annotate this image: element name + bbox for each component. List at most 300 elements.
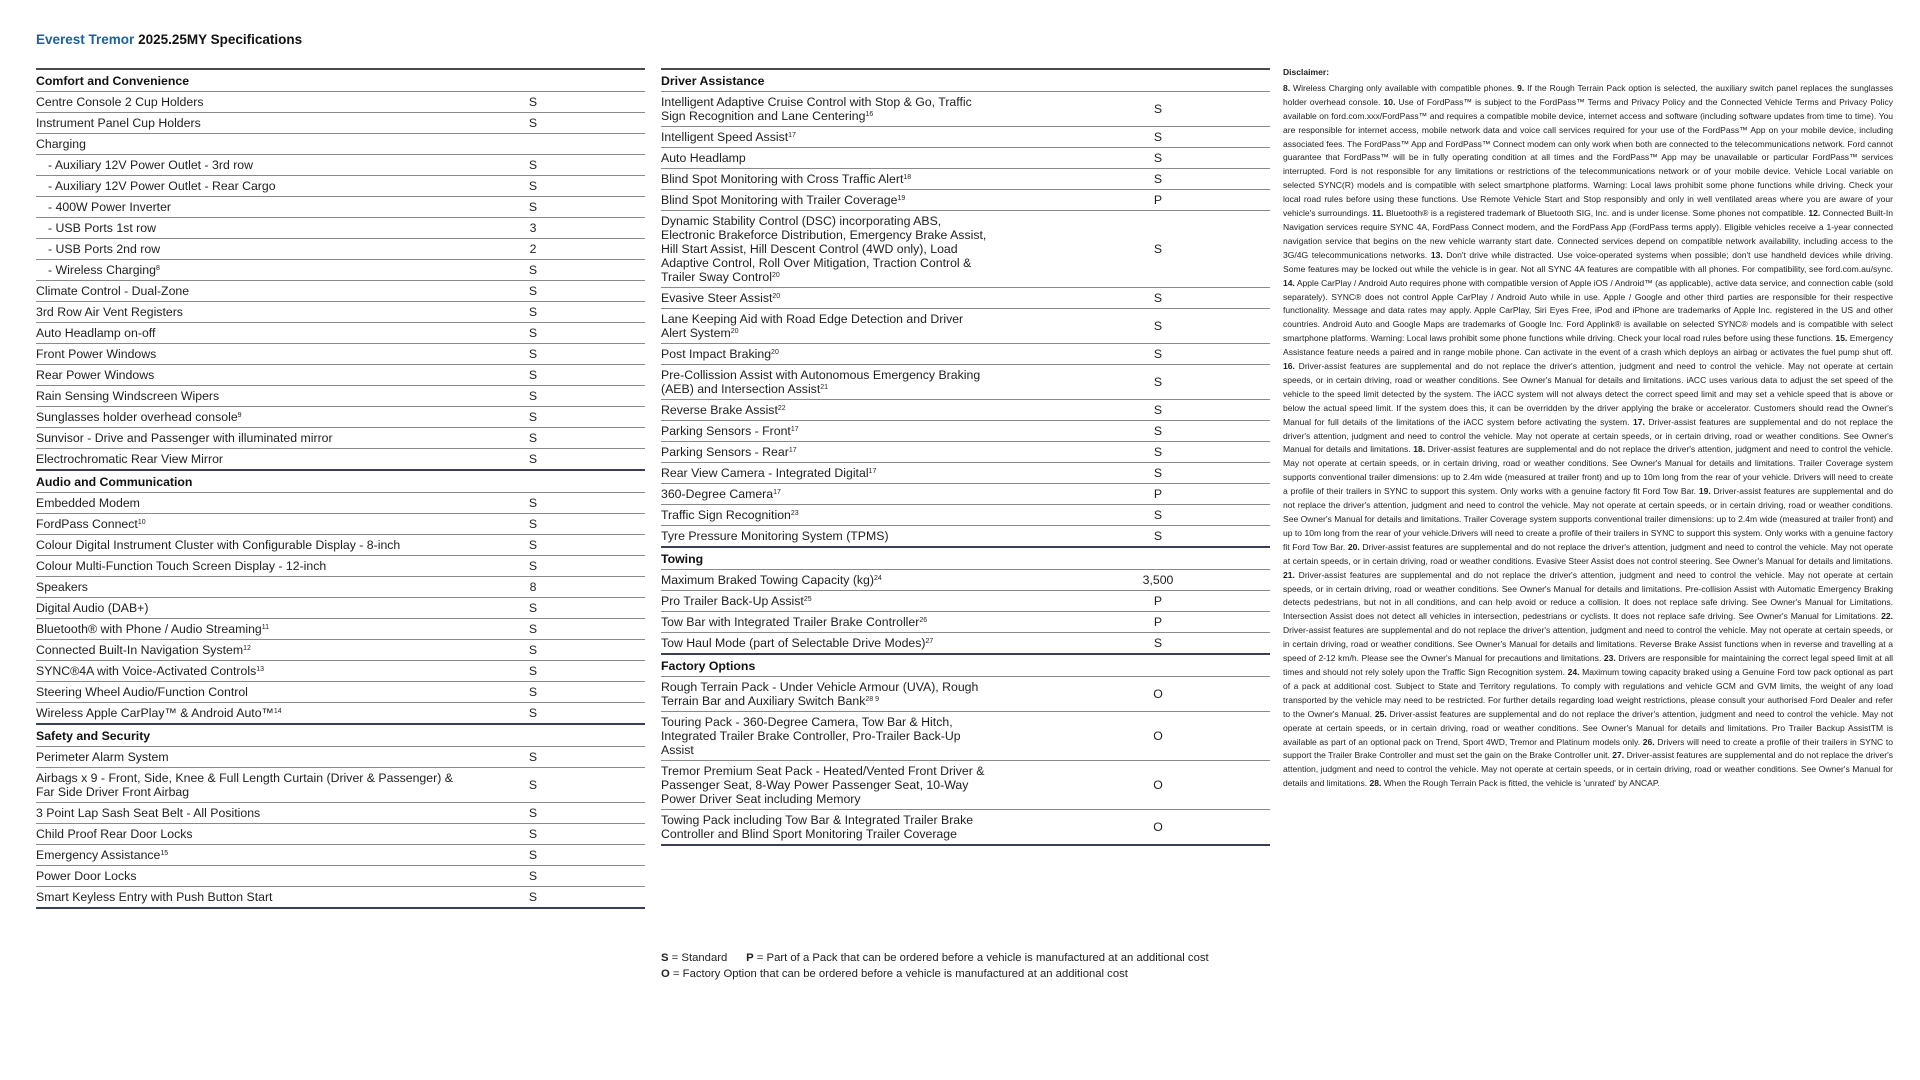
footnote-number: 24. xyxy=(1567,666,1580,677)
spec-row xyxy=(36,747,645,768)
feature-name xyxy=(36,239,455,260)
feature-value: P xyxy=(1153,594,1163,608)
section-header-comfort-and-convenience xyxy=(36,69,645,92)
feature-name xyxy=(36,598,455,619)
feature-value-cell xyxy=(1080,633,1270,655)
footnote-number: 10. xyxy=(1383,96,1396,107)
legend-s-text: = Standard xyxy=(668,952,728,964)
feature-label: Parking Sensors - Front xyxy=(661,424,791,438)
spec-row xyxy=(661,442,1270,463)
feature-value-cell xyxy=(455,218,645,239)
footnote-number: 13. xyxy=(1430,249,1443,260)
feature-name xyxy=(36,428,455,449)
feature-value-cell xyxy=(1080,400,1270,421)
feature-value: S xyxy=(528,664,538,678)
footnote-number: 22. xyxy=(1881,611,1893,622)
spec-row xyxy=(661,344,1270,365)
feature-value-cell xyxy=(455,824,645,845)
spec-row xyxy=(36,176,645,197)
footnote-number: 28. xyxy=(1369,778,1382,789)
section-title: Towing xyxy=(661,547,1270,570)
feature-name xyxy=(36,556,455,577)
feature-name xyxy=(36,845,455,866)
spec-row xyxy=(661,190,1270,211)
spec-row xyxy=(36,619,645,640)
spec-row xyxy=(36,281,645,302)
feature-label: Dynamic Stability Control (DSC) incorporating ABS, Electronic Brakeforce Distribution, Emergency Brake Assist, Hill Start Assist, Hill Descent Control (4WD only), Load Adaptive Control, Roll Over Mitigation, Traction Control & Trailer Sway Control xyxy=(661,214,987,284)
disclaimer-heading: Disclaimer: xyxy=(1283,67,1330,77)
feature-value: S xyxy=(528,389,538,403)
feature-name xyxy=(36,866,455,887)
feature-label: Tremor Premium Seat Pack - Heated/Vented Front Driver & Passenger Seat, 8-Way Power Passenger Seat, 10-Way Power Driver Seat including Memory xyxy=(661,764,985,806)
feature-label: Tyre Pressure Monitoring System (TPMS) xyxy=(661,529,889,543)
feature-name xyxy=(36,661,455,682)
feature-label: Steering Wheel Audio/Function Control xyxy=(36,685,248,699)
feature-value: S xyxy=(1153,529,1163,543)
spec-row xyxy=(661,463,1270,484)
feature-value-cell xyxy=(455,577,645,598)
spec-row xyxy=(36,598,645,619)
feature-label: Evasive Steer Assist xyxy=(661,291,773,305)
feature-name xyxy=(36,640,455,661)
feature-value-cell xyxy=(455,134,645,155)
feature-name xyxy=(661,570,1080,591)
footnote-number: 12. xyxy=(1808,208,1821,219)
feature-label: Blind Spot Monitoring with Trailer Coverage xyxy=(661,193,898,207)
legend-p-text: = Part of a Pack that can be ordered before a vehicle is manufactured at an additional cost xyxy=(753,952,1209,964)
feature-value-cell xyxy=(455,197,645,218)
feature-label: - USB Ports 2nd row xyxy=(48,242,161,256)
feature-value-cell xyxy=(1080,442,1270,463)
footnote-text: Driver-assist features are supplemental and do not replace the driver's attention, judgment and need to control the vehicle. May not operate at certain speeds, or in certain driving, road or weather conditions. See Owner's Manual for details and limitations. Reverse Brake Assist functions when in reverse and travelling at a speed of 2-12 km/h. Please see the Owner's Manual for precautions and limitations. xyxy=(1283,625,1893,664)
section-header-factory-options xyxy=(661,654,1270,677)
spec-row xyxy=(661,677,1270,712)
feature-value: S xyxy=(1153,151,1163,165)
feature-value: S xyxy=(528,200,538,214)
feature-value: S xyxy=(1153,375,1163,389)
footnote-number: 9. xyxy=(1517,82,1525,93)
feature-value: S xyxy=(1153,403,1163,417)
spec-row xyxy=(36,92,645,113)
feature-value: S xyxy=(528,685,538,699)
feature-label: Maximum Braked Towing Capacity (kg) xyxy=(661,573,874,587)
spec-row xyxy=(661,365,1270,400)
feature-value-cell xyxy=(455,323,645,344)
feature-label: Child Proof Rear Door Locks xyxy=(36,827,193,841)
feature-value: S xyxy=(528,706,538,720)
footnote-ref: 17 xyxy=(773,489,781,496)
spec-row xyxy=(36,302,645,323)
footnote-text: Driver-assist features are supplemental and do not replace the driver's attention, judgment and need to control the vehicle. May not operate at certain speeds, or in certain driving, road or weather conditions. See Owner's Manual for details and limitations. xyxy=(1283,750,1893,789)
feature-value-cell xyxy=(455,803,645,824)
section-header-safety-and-security xyxy=(36,724,645,747)
feature-value-cell xyxy=(455,281,645,302)
spec-row xyxy=(661,591,1270,612)
spec-table-left xyxy=(36,68,645,909)
feature-label: Centre Console 2 Cup Holders xyxy=(36,95,204,109)
footnote-number: 26. xyxy=(1642,736,1655,747)
feature-label: Smart Keyless Entry with Push Button Start xyxy=(36,890,273,904)
feature-value-cell xyxy=(1080,526,1270,548)
feature-name xyxy=(36,449,455,471)
feature-name xyxy=(661,400,1080,421)
feature-label: Bluetooth® with Phone / Audio Streaming xyxy=(36,622,262,636)
feature-name xyxy=(661,288,1080,309)
feature-name xyxy=(661,505,1080,526)
footnote-ref: 16 xyxy=(865,111,874,118)
spec-row xyxy=(36,535,645,556)
footnote-text: Maximum towing capacity braked using a Genuine Ford tow pack optional as part of a pack at additional cost. Subject to State and Territory regulations. To comply with regulations and vehicle GCM and GVM limits, the weight of any load transported by the vehicle may need to be restricted. For further details regarding load weight restrictions, please consult your authorised Ford Dealer and refer to the Owner's Manual. xyxy=(1283,666,1893,719)
footnote-ref: 20 xyxy=(772,293,781,300)
feature-label: Tow Bar with Integrated Trailer Brake Controller xyxy=(661,615,920,629)
feature-name xyxy=(661,127,1080,148)
feature-name xyxy=(661,169,1080,190)
spec-row xyxy=(661,712,1270,761)
feature-value: O xyxy=(1153,778,1163,792)
section-header-driver-assistance xyxy=(661,69,1270,92)
feature-value-cell xyxy=(455,514,645,535)
feature-name xyxy=(661,761,1080,810)
feature-value: S xyxy=(1153,242,1163,256)
spec-row xyxy=(36,866,645,887)
feature-value-cell xyxy=(1080,591,1270,612)
footnote-ref: 9 xyxy=(237,412,242,419)
feature-name xyxy=(661,526,1080,548)
feature-value: O xyxy=(1153,687,1163,701)
spec-row xyxy=(36,577,645,598)
footnote-ref: 19 xyxy=(897,195,906,202)
feature-name xyxy=(661,148,1080,169)
feature-value-cell xyxy=(1080,677,1270,712)
feature-label: Connected Built-In Navigation System xyxy=(36,643,244,657)
footnote-ref: 25 xyxy=(803,596,812,603)
spec-row xyxy=(36,113,645,134)
feature-label: Rough Terrain Pack - Under Vehicle Armour (UVA), Rough Terrain Bar and Auxiliary Switch Bank xyxy=(661,680,979,708)
feature-value-cell xyxy=(455,428,645,449)
feature-value-cell xyxy=(1080,365,1270,400)
feature-value: S xyxy=(528,305,538,319)
feature-value: S xyxy=(528,643,538,657)
legend-line-2 xyxy=(661,966,1209,982)
feature-value-cell xyxy=(455,239,645,260)
feature-value: P xyxy=(1153,615,1163,629)
spec-row xyxy=(36,845,645,866)
feature-value: S xyxy=(1153,102,1163,116)
spec-row xyxy=(36,703,645,725)
feature-value: S xyxy=(528,806,538,820)
footnote-ref: 8 xyxy=(155,265,160,272)
feature-value: 3,500 xyxy=(1142,573,1174,587)
feature-label: - Auxiliary 12V Power Outlet - 3rd row xyxy=(48,158,254,172)
feature-label: Post Impact Braking xyxy=(661,347,772,361)
feature-value-cell xyxy=(1080,190,1270,211)
footnote-text: Driver-assist features are supplemental and do not replace the driver's attention, judgment and need to control the vehicle. May not operate at certain speeds, or in certain driving, road or weather conditions. See Owner's Manual for details and limitations. Pre-collision Assist with Automatic Emergency Braking detects pedestrians, but not in all conditions, and can help avoid or reduce a collision. It does not replace safe driving. See Owner's Manual for Limitations. Intersection Assist does not detect all vehicles in intersection, pedestrians or cyclists. It does not replace safe driving. See Owner's Manual for Limitations. xyxy=(1283,569,1893,622)
spec-row xyxy=(36,197,645,218)
footnote-ref: 17 xyxy=(790,426,799,433)
feature-name xyxy=(661,591,1080,612)
feature-name xyxy=(661,712,1080,761)
feature-value-cell xyxy=(455,747,645,768)
spec-row xyxy=(36,514,645,535)
footnote-text: Use of FordPass™ is subject to the FordPass™ Terms and Privacy Policy and the Connected Vehicle Terms and Privacy Policy available on ford.com.xxx/FordPass™ and requires a compatible mobile device, internet access and software (including software updates from time to time). You are responsible for internet access, mobile network data and voice call services required for your use of the FordPass™ App on your mobile device, including associated fees. The FordPass™ App and FordPass™ Connect modem can only work when both are connected to the telecommunications network. Ford cannot guarantee that FordPass™ will be in fully operating condition at all times and the FordPass™ App may be unavailable or particular FordPass™ services interrupted. Ford is not responsible for any limitations or restrictions of the telecommunications network or of your mobile device. Vehicle Local variable on selected SYNC(R) models and is compatible with select smartphone platforms. Warning: Local laws prohibit some phone functions while driving. Check your local road rules before using these functions. Use Remote Vehicle Start and Stop responsibly and only in well ventilated areas where you are aware of your vehicle's surroundings. xyxy=(1283,96,1894,219)
feature-label: - USB Ports 1st row xyxy=(48,221,156,235)
feature-name xyxy=(36,134,455,155)
feature-label: Tow Haul Mode (part of Selectable Drive Modes) xyxy=(661,636,926,650)
feature-name xyxy=(36,344,455,365)
footnote-text: Drivers are responsible for maintaining the correct legal speed limit at all times and should not rely solely upon the Traffic Sign Recognition system. xyxy=(1283,653,1893,677)
feature-value-cell xyxy=(455,407,645,428)
feature-name xyxy=(661,92,1080,127)
feature-value: S xyxy=(528,517,538,531)
feature-label: Reverse Brake Assist xyxy=(661,403,778,417)
footnote-number: 8. xyxy=(1283,82,1291,93)
feature-value: 2 xyxy=(529,242,537,256)
footnote-text: Driver-assist features are supplemental and do not replace the driver's attention, judgment and need to control the vehicle. May not operate at certain speeds, or in certain driving, road or weather conditions. See Owner's Manual for details and limitations. Pro Trailer Backup AssistTM is available as part of an optional pack on Trend, Sport 4WD, Tremor and Platinum models only. xyxy=(1283,708,1894,747)
feature-value: S xyxy=(528,848,538,862)
footnote-number: 27. xyxy=(1612,750,1625,761)
spec-row xyxy=(36,407,645,428)
feature-name xyxy=(36,768,455,803)
feature-value: S xyxy=(1153,636,1163,650)
section-header-audio-and-communication xyxy=(36,470,645,493)
footnote-text: Driver-assist features are supplemental and do not replace the driver's attention, judgment and need to control the vehicle. May not operate at certain speeds, or in certain driving, road or weather conditions. See Owner's Manual for details and limitations. iACC uses various data to adjust the set speed of the vehicle to the speed limit detected by the system. The iACC system will not always detect the correct speed limit and may set a vehicle speed that is above or below the actual speed limit. If the system does this, it can be overridden by the driver applying the brake or accelerator. Customers should read the Owner's Manual for full details of the limitations of the iACC system before activating the system. xyxy=(1283,361,1893,427)
section-title: Safety and Security xyxy=(36,724,645,747)
feature-label: Auto Headlamp on-off xyxy=(36,326,156,340)
feature-label: Rear Power Windows xyxy=(36,368,155,382)
feature-label: Speakers xyxy=(36,580,88,594)
footnote-number: 19. xyxy=(1698,486,1711,497)
feature-value-cell xyxy=(455,449,645,471)
spec-row xyxy=(661,169,1270,190)
feature-value: S xyxy=(528,368,538,382)
feature-label: Instrument Panel Cup Holders xyxy=(36,116,201,130)
spec-row xyxy=(36,824,645,845)
feature-value: S xyxy=(528,778,538,792)
feature-label: Wireless Apple CarPlay™ & Android Auto™ xyxy=(36,706,274,720)
feature-value: S xyxy=(528,538,538,552)
feature-value-cell xyxy=(1080,211,1270,288)
feature-value: 8 xyxy=(529,580,537,594)
feature-value: S xyxy=(1153,291,1163,305)
feature-name xyxy=(36,682,455,703)
spec-row xyxy=(36,493,645,514)
spec-row xyxy=(36,134,645,155)
footnote-ref: 14 xyxy=(273,708,282,715)
feature-label: Sunvisor - Drive and Passenger with illuminated mirror xyxy=(36,431,333,445)
feature-value: S xyxy=(528,347,538,361)
feature-value: S xyxy=(1153,172,1163,186)
footnote-text: Apple CarPlay / Android Auto requires phone with compatible version of Apple iOS / Android™ (as applicable), active data service, and connection cable (sold separately). SYNC® does not control Apple CarPlay / Android Auto while in use. Apple / Google and other third parties are responsible for their respective functionality. Message and data rates may apply. Apple CarPlay, Siri Eyes Free, iPod and iPhone are trademarks of Apple Inc. registered in the US and other countries. Android Auto and Google Maps are trademarks of Google Inc. Ford Applink® is available on selected SYNC® models and is compatible with select smartphone platforms. Warning: Local laws prohibit some phone functions while driving. Check your local road rules before using these functions. xyxy=(1283,277,1893,344)
feature-name xyxy=(661,344,1080,365)
spec-row xyxy=(36,155,645,176)
feature-value: S xyxy=(1153,347,1163,361)
feature-name xyxy=(661,211,1080,288)
feature-label: Sunglasses holder overhead console xyxy=(36,410,238,424)
feature-value: S xyxy=(528,452,538,466)
footnote-ref: 13 xyxy=(256,666,265,673)
footnote-ref: 20 xyxy=(771,272,780,279)
footnote-number: 20. xyxy=(1347,541,1360,552)
feature-value: S xyxy=(528,827,538,841)
feature-label: Touring Pack - 360-Degree Camera, Tow Bar & Hitch, Integrated Trailer Brake Controller, Pro-Trailer Back-Up Assist xyxy=(661,715,961,757)
footnote-text: If the Rough Terrain Pack option is selected, the auxiliary switch panel replaces the sunglasses holder overhead console. xyxy=(1283,82,1893,107)
footnote-text: Wireless Charging only available with compatible phones. xyxy=(1290,82,1518,93)
feature-value-cell xyxy=(455,113,645,134)
feature-label: 3rd Row Air Vent Registers xyxy=(36,305,183,319)
feature-value-cell xyxy=(455,155,645,176)
feature-label: Charging xyxy=(36,137,86,151)
feature-value: S xyxy=(528,622,538,636)
spec-row xyxy=(661,288,1270,309)
feature-value: S xyxy=(1153,445,1163,459)
feature-value: O xyxy=(1153,729,1163,743)
feature-name xyxy=(661,633,1080,655)
footnote-ref: 24 xyxy=(874,575,882,582)
spec-row xyxy=(36,803,645,824)
feature-value-cell xyxy=(455,535,645,556)
feature-name xyxy=(661,484,1080,505)
footnote-text: Emergency Assistance feature needs a paired and in range mobile phone. Can activate in the event of a crash which deploys an airbag or activates the fuel pump shut off. xyxy=(1283,333,1893,358)
footnote-ref: 15 xyxy=(160,850,169,857)
feature-name xyxy=(36,302,455,323)
feature-name xyxy=(36,218,455,239)
feature-value-cell xyxy=(1080,421,1270,442)
spec-row xyxy=(36,239,645,260)
feature-label: Parking Sensors - Rear xyxy=(661,445,789,459)
feature-label: 360-Degree Camera xyxy=(661,487,774,501)
spec-row xyxy=(661,127,1270,148)
spec-row xyxy=(36,218,645,239)
feature-name xyxy=(36,113,455,134)
footnote-text: Bluetooth® is a registered trademark of Bluetooth SIG, Inc. and is under license. Some phones not compatible. xyxy=(1383,208,1809,219)
feature-label: Rear View Camera - Integrated Digital xyxy=(661,466,869,480)
footnote-ref: 20 xyxy=(771,349,779,356)
feature-label: 3 Point Lap Sash Seat Belt - All Positions xyxy=(36,806,261,820)
feature-value-cell xyxy=(455,866,645,887)
footnote-ref: 22 xyxy=(777,405,786,412)
feature-name xyxy=(661,309,1080,344)
feature-value-cell xyxy=(1080,712,1270,761)
feature-name xyxy=(36,407,455,428)
spec-row xyxy=(661,505,1270,526)
feature-value-cell xyxy=(1080,288,1270,309)
feature-value: O xyxy=(1153,820,1163,834)
feature-value-cell xyxy=(455,302,645,323)
footnote-number: 16. xyxy=(1283,361,1295,372)
feature-value-cell xyxy=(1080,612,1270,633)
feature-value: S xyxy=(528,496,538,510)
footnote-ref: 17 xyxy=(868,468,877,475)
footnote-ref: 17 xyxy=(788,447,797,454)
footnote-number: 25. xyxy=(1374,708,1387,719)
feature-value-cell xyxy=(455,260,645,281)
feature-value: S xyxy=(1153,319,1163,333)
spec-row xyxy=(36,768,645,803)
feature-label: Auto Headlamp xyxy=(661,151,746,165)
feature-label: FordPass Connect xyxy=(36,517,138,531)
spec-row xyxy=(661,633,1270,655)
feature-value-cell xyxy=(455,703,645,725)
feature-name xyxy=(36,323,455,344)
footnote-number: 11. xyxy=(1372,208,1384,219)
footnote-number: 14. xyxy=(1283,277,1295,288)
feature-value-cell xyxy=(1080,570,1270,591)
disclaimer xyxy=(1283,66,1893,791)
feature-value-cell xyxy=(455,682,645,703)
feature-label: - Wireless Charging xyxy=(48,263,156,277)
feature-label: - 400W Power Inverter xyxy=(48,200,172,214)
feature-label: Colour Multi-Function Touch Screen Display - 12-inch xyxy=(36,559,327,573)
spec-row xyxy=(661,148,1270,169)
feature-name xyxy=(661,421,1080,442)
feature-label: Pre-Collission Assist with Autonomous Emergency Braking (AEB) and Intersection Assist xyxy=(661,368,981,396)
disclaimer-body xyxy=(1283,83,1893,788)
feature-name xyxy=(36,747,455,768)
feature-name xyxy=(36,887,455,909)
footnote-text: Driver-assist features are supplemental and do not replace the driver's attention, judgment and need to control the vehicle. May not operate at certain speeds, or in certain driving, road or weather conditions. Evasive Steer Assist does not control steering. See Owner's Manual for details and limitations. xyxy=(1283,541,1893,566)
feature-label: Perimeter Alarm System xyxy=(36,750,169,764)
spec-row xyxy=(661,484,1270,505)
feature-value-cell xyxy=(1080,463,1270,484)
feature-label: Digital Audio (DAB+) xyxy=(36,601,149,615)
feature-value: S xyxy=(528,116,538,130)
footnote-ref: 10 xyxy=(137,519,146,526)
feature-value-cell xyxy=(1080,484,1270,505)
footnote-ref: 12 xyxy=(243,645,251,652)
feature-label: Climate Control - Dual-Zone xyxy=(36,284,190,298)
feature-name xyxy=(36,365,455,386)
feature-value: S xyxy=(528,158,538,172)
spec-row xyxy=(36,640,645,661)
legend-line-1 xyxy=(661,950,1209,966)
feature-label: Pro Trailer Back-Up Assist xyxy=(661,594,804,608)
footnote-ref: 23 xyxy=(790,510,799,517)
spec-row xyxy=(661,421,1270,442)
feature-value-cell xyxy=(1080,169,1270,190)
spec-row xyxy=(36,449,645,471)
section-title: Comfort and Convenience xyxy=(36,69,645,92)
feature-name xyxy=(36,92,455,113)
spec-row xyxy=(661,309,1270,344)
feature-value-cell xyxy=(455,640,645,661)
spec-row xyxy=(661,612,1270,633)
feature-name xyxy=(36,619,455,640)
feature-name xyxy=(36,493,455,514)
feature-label: Towing Pack including Tow Bar & Integrated Trailer Brake Controller and Blind Sport Monitoring Trailer Coverage xyxy=(661,813,974,841)
feature-name xyxy=(661,612,1080,633)
spec-table-left-body xyxy=(36,69,645,908)
feature-name xyxy=(661,442,1080,463)
footnote-ref: 20 xyxy=(730,328,739,335)
feature-value-cell xyxy=(455,176,645,197)
feature-label: Electrochromatic Rear View Mirror xyxy=(36,452,224,466)
footnote-number: 17. xyxy=(1633,416,1645,427)
value-legend xyxy=(661,950,1209,982)
feature-value: S xyxy=(528,890,538,904)
feature-label: Emergency Assistance xyxy=(36,848,161,862)
legend-p-key: P xyxy=(746,952,754,964)
feature-name xyxy=(661,677,1080,712)
spec-row xyxy=(661,400,1270,421)
feature-value-cell xyxy=(455,365,645,386)
footnote-text: Drivers will need to create a profile of their trailers in SYNC to support the Trailer Brake Controller and must set the gain on the Brake Controller unit. xyxy=(1283,736,1893,761)
feature-value: S xyxy=(1153,466,1163,480)
feature-label: Colour Digital Instrument Cluster with Configurable Display - 8-inch xyxy=(36,538,401,552)
feature-value-cell xyxy=(455,556,645,577)
feature-name xyxy=(36,514,455,535)
footnote-text: Connected Built-In Navigation services require SYNC 4A, FordPass Connect modem, and the FordPass App (FordPass terms apply). Eligible vehicles receive a 1-year connected navigation service that begins on the new vehicle warranty start date. Connected services depend on compatible network availability, including access to the 3G/4G telecommunications networks. xyxy=(1283,208,1893,260)
feature-label: Airbags x 9 - Front, Side, Knee & Full Length Curtain (Driver & Passenger) & Far Side Driver Front Airbag xyxy=(36,771,453,799)
